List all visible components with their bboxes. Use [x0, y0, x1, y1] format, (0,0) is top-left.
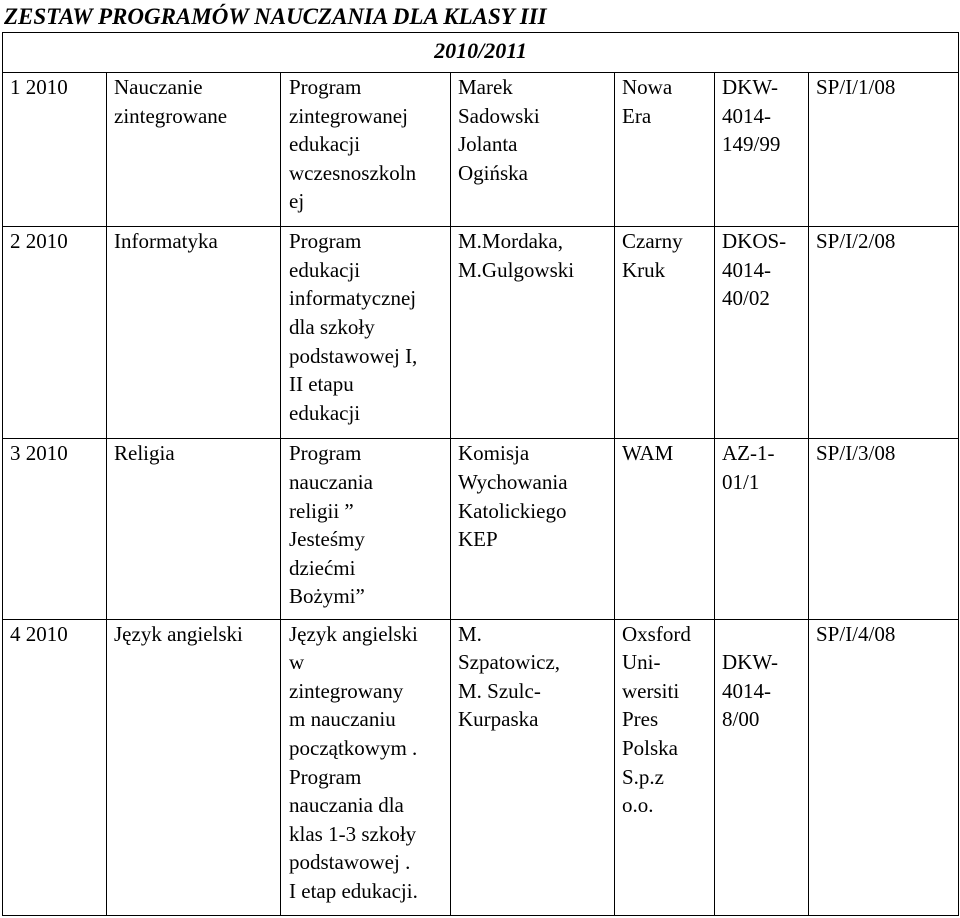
table-row — [3, 73, 959, 227]
publisher-cell: Nowa Era — [615, 73, 715, 227]
year-header-row — [3, 33, 959, 73]
subject-cell: Informatyka — [107, 227, 281, 439]
program-cell: Język angielski w zintegrowany m nauczaniu początkowym . Program nauczania dla klas 1-3 szkoły podstawowej . I etap edukacji. — [281, 619, 451, 915]
authors-cell: Komisja Wychowania Katolickiego KEP — [451, 439, 615, 619]
programs-table — [2, 32, 959, 916]
subject-cell: Religia — [107, 439, 281, 619]
table-row — [3, 227, 959, 439]
table-row — [3, 619, 959, 915]
row-number-year: 3 2010 — [3, 439, 107, 619]
publisher-cell: Oxsford Uni- wersiti Pres Polska S.p.z o.o. — [615, 619, 715, 915]
program-cell: Program zintegrowanej edukacji wczesnoszkoln ej — [281, 73, 451, 227]
authors-cell: Marek Sadowski Jolanta Ogińska — [451, 73, 615, 227]
publisher-cell: WAM — [615, 439, 715, 619]
approval-number-cell: DKOS- 4014- 40/02 — [715, 227, 809, 439]
program-code-cell: SP/I/2/08 — [809, 227, 959, 439]
program-cell: Program nauczania religii ” Jesteśmy dziećmi Bożymi” — [281, 439, 451, 619]
approval-number-cell: AZ-1- 01/1 — [715, 439, 809, 619]
subject-cell: Język angielski — [107, 619, 281, 915]
row-number-year: 4 2010 — [3, 619, 107, 915]
program-cell: Program edukacji informatycznej dla szkoły podstawowej I, II etapu edukacji — [281, 227, 451, 439]
subject-cell: Nauczanie zintegrowane — [107, 73, 281, 227]
program-code-cell: SP/I/4/08 — [809, 619, 959, 915]
school-year-header: 2010/2011 — [3, 33, 959, 73]
approval-number-cell: DKW- 4014- 8/00 — [715, 619, 809, 915]
row-number-year: 2 2010 — [3, 227, 107, 439]
program-code-cell: SP/I/3/08 — [809, 439, 959, 619]
authors-cell: M. Szpatowicz, M. Szulc- Kurpaska — [451, 619, 615, 915]
publisher-cell: Czarny Kruk — [615, 227, 715, 439]
approval-number-cell: DKW- 4014- 149/99 — [715, 73, 809, 227]
row-number-year: 1 2010 — [3, 73, 107, 227]
table-row — [3, 439, 959, 619]
programs-table-container — [2, 32, 958, 916]
authors-cell: M.Mordaka, M.Gulgowski — [451, 227, 615, 439]
document-title: ZESTAW PROGRAMÓW NAUCZANIA DLA KLASY III — [4, 4, 547, 29]
program-code-cell: SP/I/1/08 — [809, 73, 959, 227]
